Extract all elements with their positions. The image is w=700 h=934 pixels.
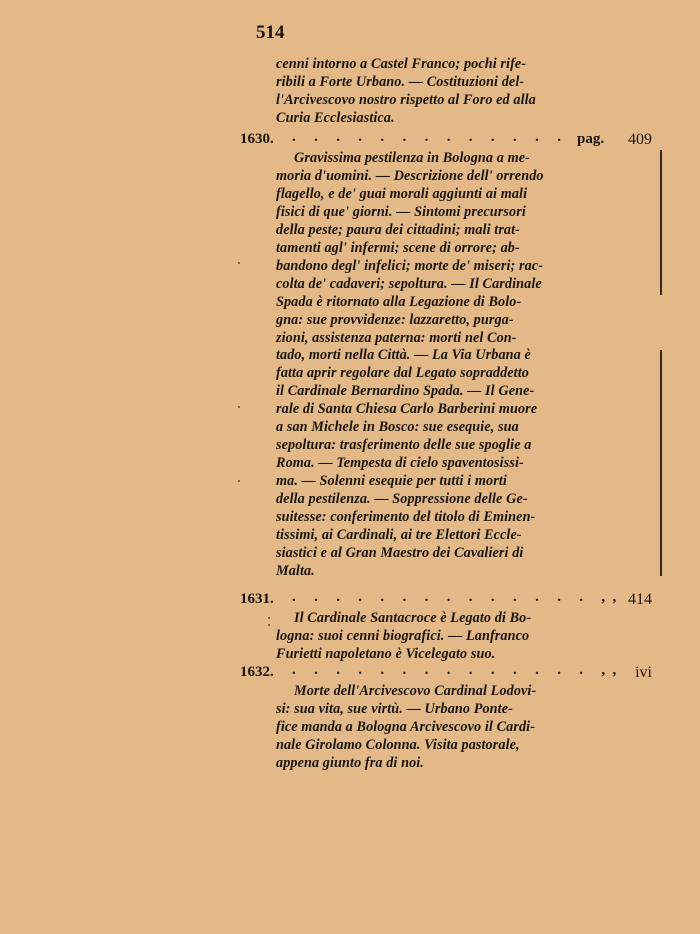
text-line: ma. — Solenni esequie per tutti i morti xyxy=(276,473,507,490)
text-line: colta de' cadaveri; sepoltura. — Il Cardinale xyxy=(276,275,542,292)
text-line: logna: suoi cenni biografici. — Lanfranco xyxy=(276,627,530,644)
entry-year: 1632. xyxy=(240,664,274,680)
page-reference: 409 xyxy=(628,131,652,148)
entry-heading-1632 xyxy=(240,664,652,684)
text-line: siastici e al Gran Maestro dei Cavalieri di xyxy=(276,544,524,561)
text-line: si: sua vita, sue virtù. — Urbano Ponte- xyxy=(276,700,513,717)
margin-rule xyxy=(660,350,662,576)
text-line: Spada è ritornato alla Legazione di Bolo- xyxy=(276,293,522,310)
text-line: ribili a Forte Urbano. — Costituzioni del- xyxy=(276,73,525,90)
text-line: Furietti napoletano è Vicelegato suo. xyxy=(276,645,496,662)
text-line: bandono degl' infelici; morte de' miseri; rac- xyxy=(276,257,544,274)
entry-body-1632 xyxy=(276,683,612,773)
text-line: della peste; paura dei cittadini; mali trat- xyxy=(276,221,520,238)
intro-paragraph xyxy=(276,56,612,128)
page-speck xyxy=(238,480,240,482)
page-speck xyxy=(238,406,240,408)
text-line: Curia Ecclesiastica. xyxy=(276,109,395,126)
margin-rule xyxy=(660,150,662,295)
text-line: Il Cardinale Santacroce è Legato di Bo- xyxy=(294,610,532,626)
text-line: suitesse: conferimento del titolo di Eminen- xyxy=(276,509,536,526)
dot-leaders: . . . . . . . . . . . . . . ,, xyxy=(292,662,624,678)
text-line: cenni intorno a Castel Franco; pochi rife- xyxy=(276,56,527,72)
text-line: flagello, e de' guai morali aggiunti ai mali xyxy=(276,185,528,202)
text-line: rale di Santa Chiesa Carlo Barberini muore xyxy=(276,401,538,418)
entry-year: 1630. xyxy=(240,131,274,147)
text-line: sepoltura: trasferimento delle sue spoglie a xyxy=(276,437,532,454)
page-reference: ivi xyxy=(635,664,652,681)
text-line: Malta. xyxy=(276,562,315,579)
text-line: tamenti agl' infermi; scene di orrore; ab- xyxy=(276,239,520,256)
text-line: fice manda a Bologna Arcivescovo il Cardi- xyxy=(276,718,536,735)
text-line: l'Arcivescovo nostro rispetto al Foro ed alla xyxy=(276,91,536,108)
text-line: nale Girolamo Colonna. Visita pastorale, xyxy=(276,736,520,753)
entry-heading-1630 xyxy=(240,131,652,151)
text-line: della pestilenza. — Soppressione delle Ge- xyxy=(276,491,528,508)
text-line: zioni, assistenza paterna: morti nel Con- xyxy=(276,329,517,346)
text-line: a san Michele in Bosco: sue esequie, sua xyxy=(276,419,519,436)
text-line: fisici di que' giorni. — Sintomi precursori xyxy=(276,203,526,220)
text-line: tissimi, ai Cardinali, ai tre Elettori Eccle- xyxy=(276,527,522,544)
text-line: fatta aprir regolare dal Legato sopraddetto xyxy=(276,365,529,382)
text-line: Roma. — Tempesta di cielo spaventosissi- xyxy=(276,455,524,472)
page-speck xyxy=(238,262,240,264)
text-line: Gravissima pestilenza in Bologna a me- xyxy=(294,150,530,166)
entry-heading-1631 xyxy=(240,591,652,611)
page-speck xyxy=(268,624,270,626)
pag-label: pag. xyxy=(577,131,605,147)
entry-year: 1631. xyxy=(240,591,274,607)
text-line: gna: sue provvidenze: lazzaretto, purga- xyxy=(276,311,514,328)
dot-leaders: . . . . . . . . . . . . . xyxy=(292,129,569,145)
text-line: appena giunto fra di noi. xyxy=(276,754,424,771)
page-reference: 414 xyxy=(628,591,652,608)
text-line: il Cardinale Bernardino Spada. — Il Gene- xyxy=(276,383,535,400)
page-speck xyxy=(268,617,270,619)
entry-body-1631 xyxy=(276,610,612,664)
text-line: tado, morti nella Città. — La Via Urbana è xyxy=(276,347,531,364)
text-line: Morte dell'Arcivescovo Cardinal Lodovi- xyxy=(294,683,537,699)
page-number: 514 xyxy=(256,22,285,43)
text-line: moria d'uomini. — Descrizione dell' orrendo xyxy=(276,167,544,184)
entry-body-1630 xyxy=(276,150,612,581)
dot-leaders: . . . . . . . . . . . . . . ,, xyxy=(292,589,624,605)
